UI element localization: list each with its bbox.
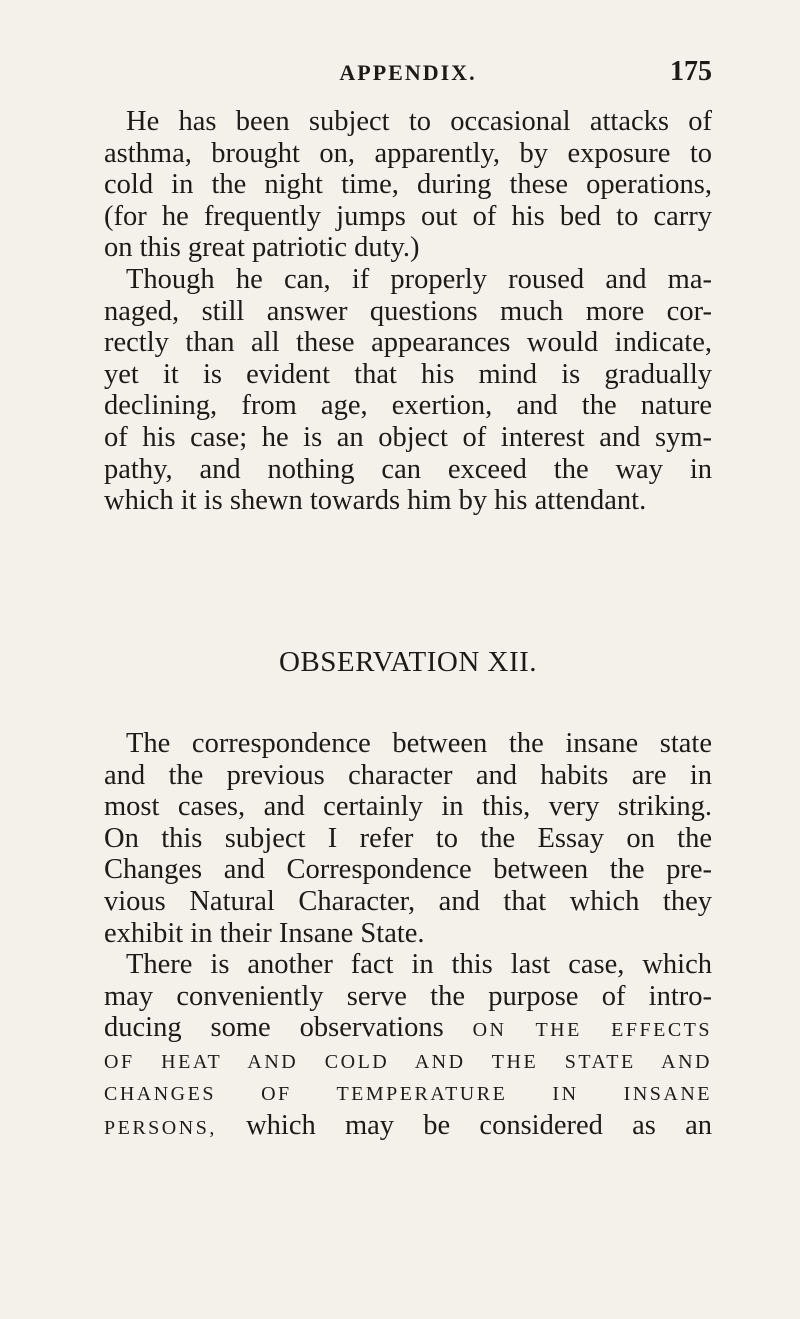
text-line: most cases, and certainly in this, very striking. <box>104 791 712 823</box>
text-line: asthma, brought on, apparently, by exposure to <box>104 137 712 169</box>
small-caps-line: OF HEAT AND COLD AND THE STATE AND <box>104 1050 712 1073</box>
text-line <box>104 1110 712 1145</box>
text-line: of his case; he is an object of interest and sym- <box>104 421 712 453</box>
text-line: exhibit in their Insane State. <box>104 917 425 949</box>
text-line: cold in the night time, during these operations, <box>104 169 712 201</box>
small-caps-run: PERSONS, <box>104 1117 217 1140</box>
text-line: The correspondence between the insane state <box>126 728 712 759</box>
paragraph-asthma <box>104 106 712 517</box>
text-line <box>104 1012 712 1047</box>
section-heading: OBSERVATION XII. <box>278 646 538 678</box>
text-line: There is another fact in this last case, which <box>126 949 712 981</box>
paragraph-correspondence <box>104 728 712 1145</box>
text-line: may conveniently serve the purpose of intro- <box>104 980 712 1012</box>
page-number: 175 <box>670 56 712 87</box>
text-line: yet it is evident that his mind is gradually <box>104 358 712 390</box>
text-line: declining, from age, exertion, and the nature <box>104 390 712 422</box>
text-line: rectly than all these appearances would indicate, <box>104 327 712 359</box>
running-head <box>104 56 712 94</box>
text-line: naged, still answer questions much more cor- <box>104 295 712 327</box>
running-title: APPENDIX. <box>339 60 477 85</box>
small-caps-run: ON THE EFFECTS <box>472 1019 712 1042</box>
text-line: On this subject I refer to the Essay on the <box>104 822 712 854</box>
text-line: which it is shewn towards him by his attendant. <box>104 485 647 517</box>
text-line: (for he frequently jumps out of his bed to carry <box>104 200 712 232</box>
small-caps-line: CHANGES OF TEMPERATURE IN INSANE <box>104 1082 712 1105</box>
text-line: on this great patriotic duty.) <box>104 232 420 264</box>
text-line: Though he can, if properly roused and ma- <box>126 263 712 295</box>
text-run: which may be considered as an <box>246 1110 712 1142</box>
text-run: ducing some observations <box>104 1012 444 1044</box>
text-line: vious Natural Character, and that which they <box>104 885 712 917</box>
text-line: Changes and Correspondence between the pre- <box>104 854 712 886</box>
text-line: He has been subject to occasional attacks of <box>126 106 712 137</box>
text-line: pathy, and nothing can exceed the way in <box>104 453 712 485</box>
text-line: and the previous character and habits are in <box>104 759 712 791</box>
